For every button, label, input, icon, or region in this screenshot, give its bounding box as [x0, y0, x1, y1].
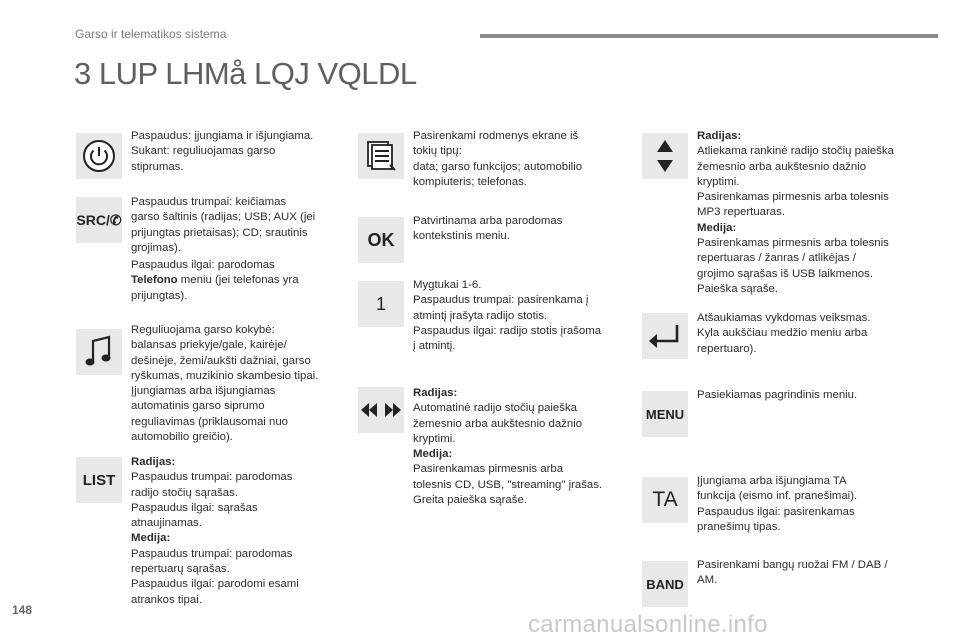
seek-button[interactable]: [358, 387, 404, 433]
ok-description: Patvirtinama arba parodomas kontekstinis meniu.: [413, 215, 563, 243]
src-description: Paspaudus trumpai: keičiamas garso šaltinis (radijas; USB; AUX (jei prijungtas prietaisas); CD; srautinis grojimas). Paspaudus ilgai: parodomas Telefono meniu (jei telefonas yra prijungtas).: [131, 196, 316, 302]
menu-description: Pasiekiamas pagrindinis meniu.: [697, 389, 858, 401]
telefono-label: Telefono: [131, 274, 178, 287]
display-mode-button[interactable]: [358, 133, 404, 179]
list-description: Radijas: Paspaudus trumpai: parodomas radijo stočių sąrašas. Paspaudus ilgai: sąrašas atnaujinamas. Medija: Paspaudus trumpai: parodomas repertuarų sąrašas. Paspaudus ilgai: parodomi esami atrankos tipai.: [131, 456, 299, 606]
display-mode-icon: [365, 139, 397, 173]
seek-arrows-icon: [359, 402, 403, 418]
preset-number-icon: 1: [375, 293, 386, 314]
ok-button[interactable]: [358, 217, 404, 263]
power-description: Paspaudus: įjungiama ir išjungiama. Sukant: reguliuojamas garso stiprumas.: [131, 130, 314, 173]
ok-icon: OK: [367, 229, 395, 250]
section-title: Garso ir telematikos sistema: [75, 27, 227, 41]
band-description: Pasirenkami bangų ruožai FM / DAB / AM.: [697, 559, 888, 587]
list-icon: LIST: [82, 471, 116, 489]
header-bar: [480, 34, 938, 38]
seek-description: Radijas: Automatinė radijo stočių paieška žemesnio arba aukštesnio dažnio kryptimi. Medija: Pasirenkamas pirmesnis arba tolesnis CD, USB, "streaming" įrašas. Greita paieška sąraše.: [413, 387, 603, 507]
page-number: 148: [12, 603, 33, 617]
display-description: Pasirenkami rodmenys ekrane iš tokių tipų: data; garso funkcijos; automobilio kompiuteris; telefonas.: [413, 130, 583, 188]
band-icon: BAND: [646, 576, 684, 592]
up-down-arrows-icon: [655, 138, 675, 174]
ta-icon: TA: [652, 488, 678, 511]
page-heading: 3 LUP LHMå LQJ VQLDL: [74, 56, 417, 91]
back-button[interactable]: [642, 313, 688, 359]
ta-description: Įjungiama arba išjungiama TA funkcija (eismo inf. pranešimai). Paspaudus ilgai: pasirenkamas pranešimų tipas.: [697, 475, 858, 533]
audio-description: Reguliuojama garso kokybė: balansas priekyje/gale, kairėje/ dešinėje, žemi/aukšti dažniai, garso ryškumas, muzikinio skambesio tipai. Įjungiamas arba išjungiamas automatinis garso siprumo reguliavimas (priklausomai nuo automobilio greičio).: [131, 324, 319, 444]
up-down-description: Radijas: Atliekama rankinė radijo stočių paieška žemesnio arba aukštesnio dažnio kryptimi. Pasirenkamas pirmesnis arba tolesnis MP3 repertuaras. Medija: Pasirenkamas pirmesnis arba tolesnis repertuaras / žanras / atlikėjas / grojimo sąrašas iš USB laikmenos. Paieška sąraše.: [697, 130, 894, 295]
preset-button-1[interactable]: [358, 281, 404, 327]
band-button[interactable]: [642, 561, 688, 607]
src-icon: SRC/✆: [76, 211, 122, 228]
preset-description: Mygtukai 1-6. Paspaudus trumpai: pasirenkama į atmintį įrašyta radijo stotis. Paspaudus ilgai: radijo stotis įrašoma į atmintį.: [413, 279, 602, 353]
list-button[interactable]: [76, 457, 122, 503]
music-note-icon: [84, 335, 114, 369]
back-description: Atšaukiamas vykdomas veiksmas. Kyla aukščiau medžio meniu arba repertuaro).: [697, 312, 871, 355]
menu-icon: MENU: [645, 406, 685, 422]
up-down-button[interactable]: [642, 133, 688, 179]
menu-button[interactable]: [642, 391, 688, 437]
audio-settings-button[interactable]: [76, 329, 122, 375]
watermark: carmanualsonline.info: [528, 611, 768, 638]
ta-button[interactable]: [642, 477, 688, 523]
power-icon: [82, 139, 116, 173]
src-button[interactable]: [76, 197, 122, 243]
back-arrow-icon: [648, 323, 682, 349]
power-button[interactable]: [76, 133, 122, 179]
